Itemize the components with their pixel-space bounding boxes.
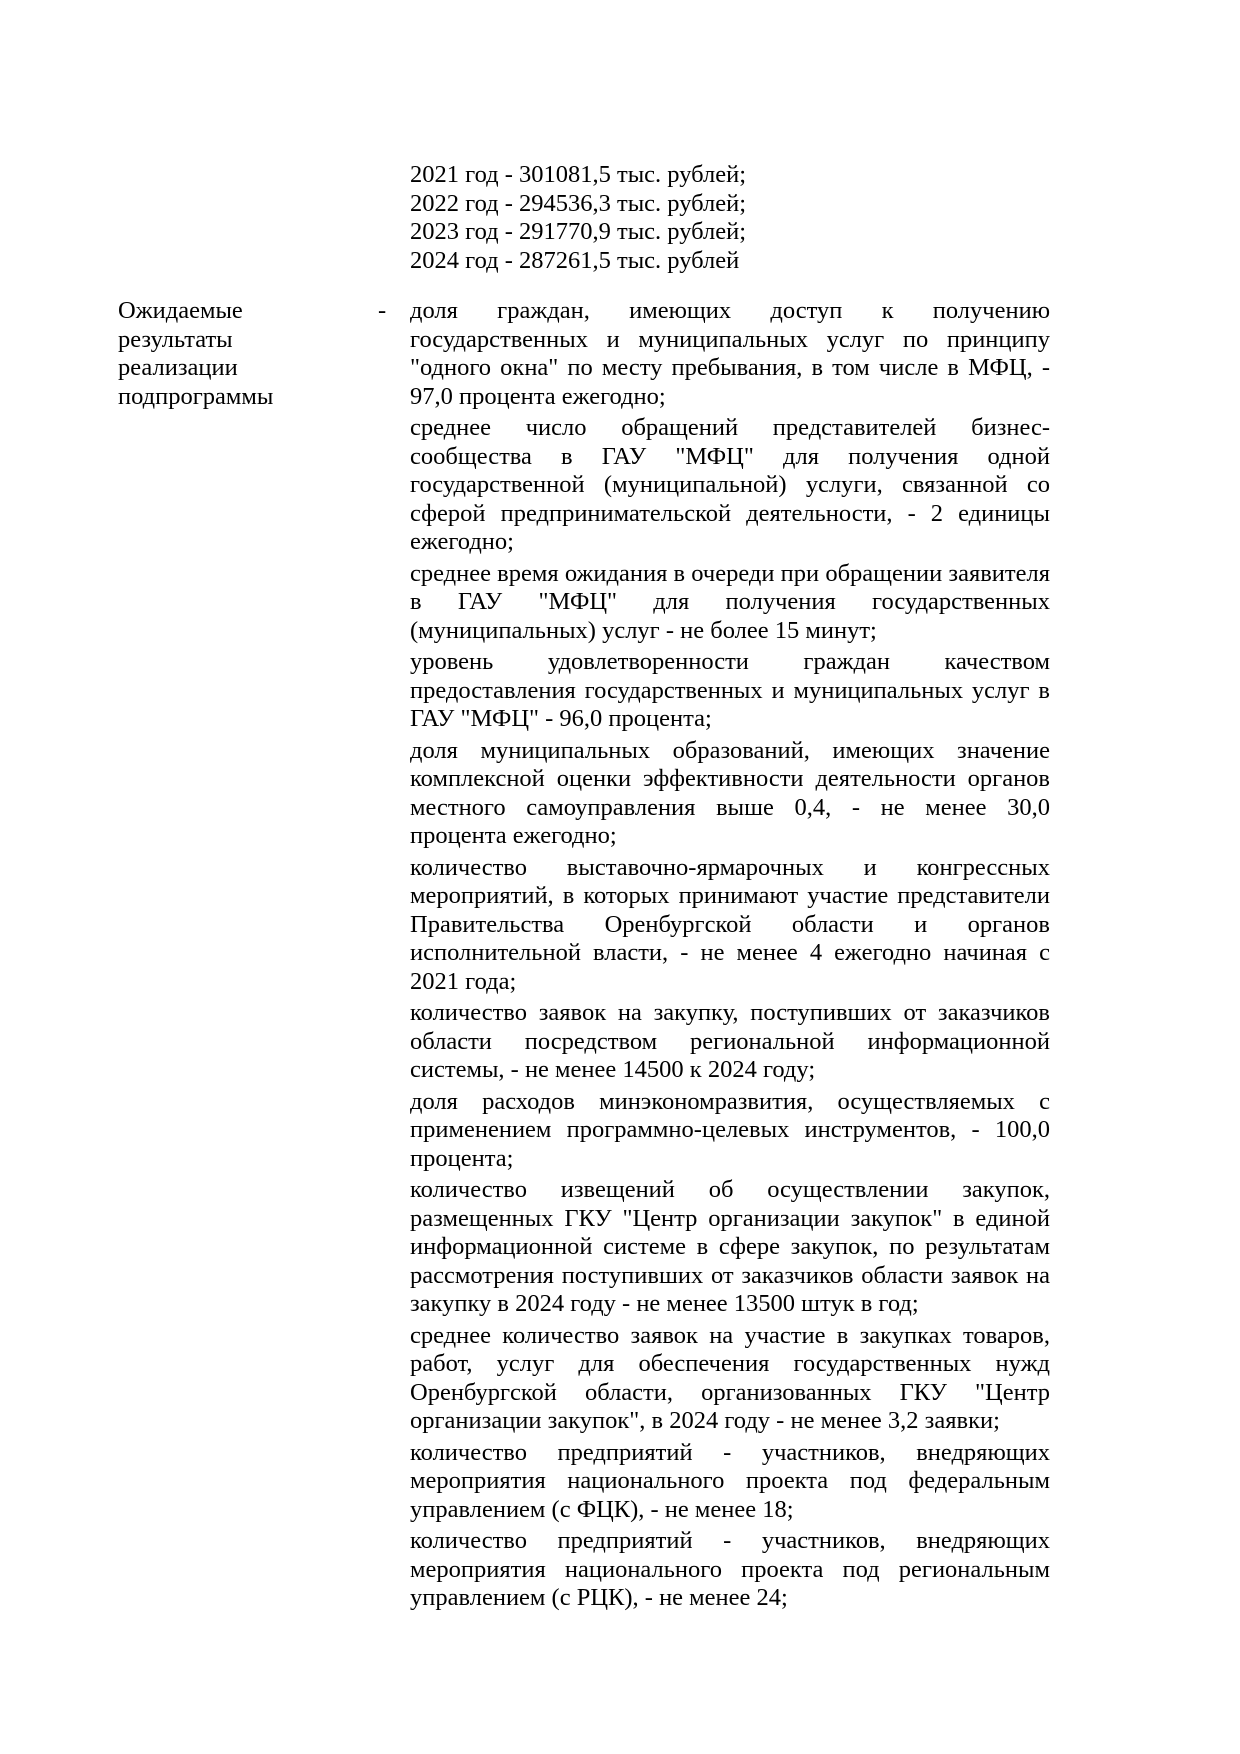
result-item: доля граждан, имеющих доступ к получению государственных и муниципальных услуг по принципу "одного окна" по месту пребывания, в том числе в МФЦ, - 97,0 процента ежегодно; — [410, 297, 1050, 410]
result-item: доля муниципальных образований, имеющих значение комплексной оценки эффективности деятельности органов местного самоуправления выше 0,4, - не менее 30,0 процента ежегодно; — [410, 736, 1050, 849]
result-item: уровень удовлетворенности граждан качеством предоставления государственных и муниципальных услуг в ГАУ "МФЦ" - 96,0 процента; — [410, 648, 1050, 732]
result-item: количество предприятий - участников, внедряющих мероприятия национального проекта под региональным управлением (с РЦК), - не менее 24; — [410, 1527, 1050, 1611]
expected-results-list — [410, 297, 1050, 1616]
result-item: количество выставочно-ярмарочных и конгрессных мероприятий, в которых принимают участие представители Правительства Оренбургской области и органов исполнительной власти, - не менее 4 ежегодно начиная с 2021 года; — [410, 853, 1050, 995]
funding-line-2024: 2024 год - 287261,5 тыс. рублей — [410, 246, 740, 274]
section-label-line: подпрограммы — [118, 382, 274, 410]
funding-line-2022: 2022 год - 294536,3 тыс. рублей; — [410, 189, 747, 217]
section-dash: - — [378, 297, 387, 324]
result-item: количество предприятий - участников, внедряющих мероприятия национального проекта под федеральным управлением (с ФЦК), - не менее 18; — [410, 1438, 1050, 1523]
result-item: количество заявок на закупку, поступивших от заказчиков области посредством региональной информационной системы, - не менее 14500 к 2024 году; — [410, 999, 1050, 1083]
section-label — [118, 297, 318, 411]
result-item: доля расходов минэкономразвития, осуществляемых с применением программно-целевых инструментов, - 100,0 процента; — [410, 1087, 1050, 1172]
result-item: среднее количество заявок на участие в закупках товаров, работ, услуг для обеспечения государственных нужд Оренбургской области, организованных ГКУ "Центр организации закупок", в 2024 году - не менее 3,2 заявки; — [410, 1321, 1050, 1434]
result-item: среднее время ожидания в очереди при обращении заявителя в ГАУ "МФЦ" для получения государственных (муниципальных) услуг - не более 15 минут; — [410, 559, 1050, 644]
section-label-line: результаты — [118, 325, 233, 353]
result-item: количество извещений об осуществлении закупок, размещенных ГКУ "Центр организации закупок" в единой информационной системе в сфере закупок, по результатам рассмотрения поступивших от заказчиков области заявок на закупку в 2024 году - не менее 13500 штук в год; — [410, 1176, 1050, 1317]
section-label-line: Ожидаемые — [118, 297, 243, 324]
funding-line-2023: 2023 год - 291770,9 тыс. рублей; — [410, 218, 747, 245]
section-label-line: реализации — [118, 354, 238, 381]
result-item: среднее число обращений представителей бизнес-сообщества в ГАУ "МФЦ" для получения одной государственной (муниципальной) услуги, связанной со сферой предпринимательской деятельности, - 2 единицы ежегодно; — [410, 414, 1050, 555]
funding-by-year — [410, 161, 1050, 275]
funding-line-2021: 2021 год - 301081,5 тыс. рублей; — [410, 161, 747, 188]
